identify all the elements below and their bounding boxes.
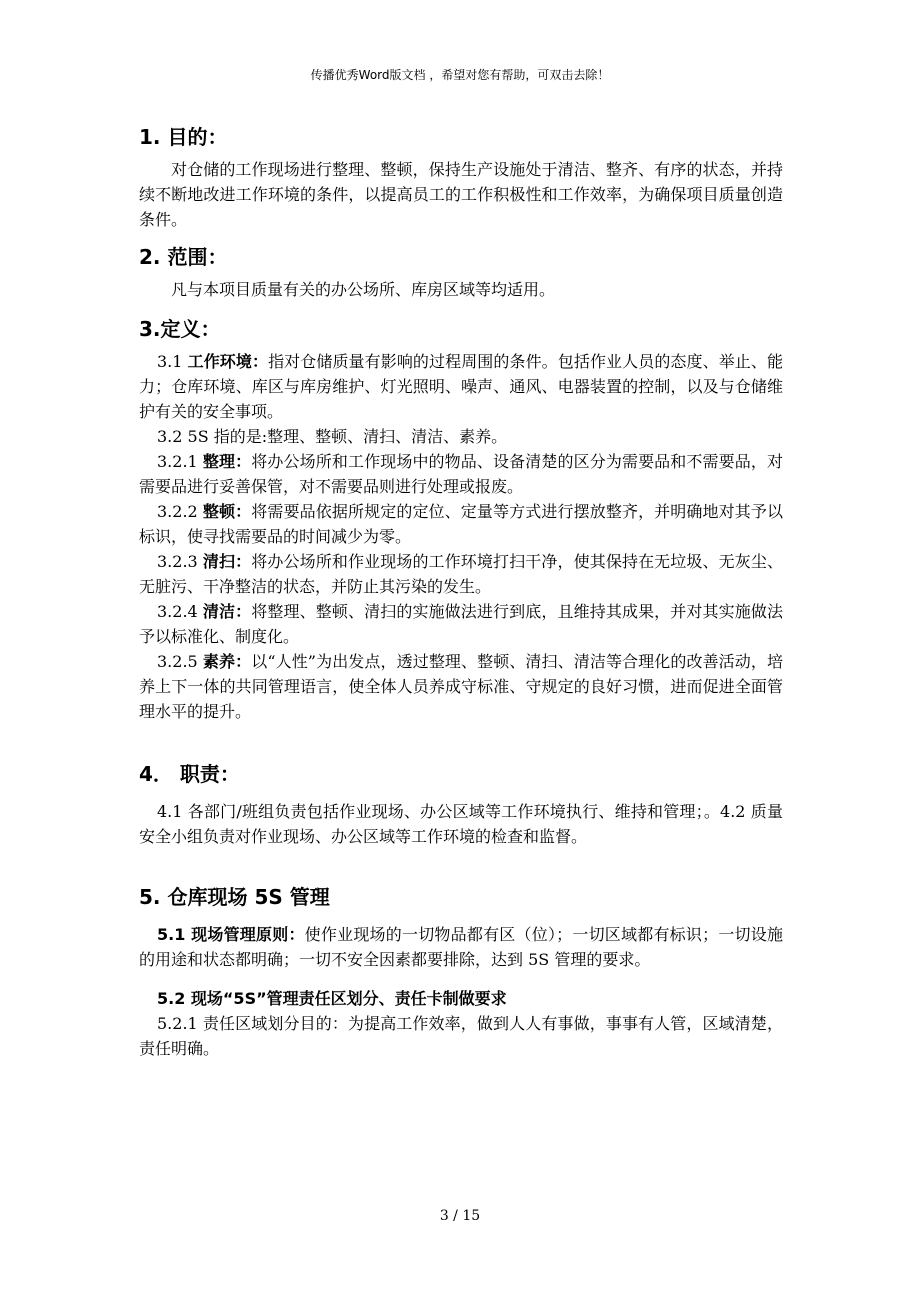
definition-3-1 (139, 349, 783, 424)
definition-number: 3.2.5 (157, 652, 203, 671)
section-4-title: 4． 职责： (139, 762, 240, 786)
document-body (139, 117, 783, 1061)
definition-3-2-1 (139, 449, 783, 499)
definition-term: 工作环境： (187, 352, 269, 371)
definition-number: 3.1 (157, 352, 188, 371)
principle-5-1 (139, 922, 783, 972)
definition-3-2: 3.2 5S 指的是:整理、整顿、清扫、清洁、素养。 (157, 427, 508, 446)
definition-term: 清洁： (202, 602, 252, 621)
section-4-body: 4.1 各部门/班组负责包括作业现场、办公区域等工作环境执行、维持和管理；。4.2 质量安全小组负责对作业现场、办公区域等工作环境的检查和监督。 (139, 802, 783, 846)
definition-text: 以“人性”为出发点，透过整理、整顿、清扫、清洁等合理化的改善活动，培养上下一体的共同管理语言，使全体人员养成守标准、守规定的良好习惯，进而促进全面管理水平的提升。 (139, 652, 783, 721)
section-2-title: 2. 范围： (139, 245, 228, 269)
definition-text: 将办公场所和工作现场中的物品、设备清楚的区分为需要品和不需要品，对需要品进行妥善保管，对不需要品则进行处理或报废。 (139, 452, 783, 496)
section-1-title: 1. 目的： (139, 125, 228, 149)
heading-5-2-text: 5.2 现场“5S”管理责任区划分、责任卡制做要求 (157, 989, 507, 1008)
definition-text: 将需要品依据所规定的定位、定量等方式进行摆放整齐，并明确地对其予以标识，使寻找需要品的时间减少为零。 (139, 502, 783, 546)
definition-term: 清扫： (202, 552, 252, 571)
definition-term: 整理： (202, 452, 252, 471)
section-3-title: 3.定义： (139, 317, 221, 341)
definition-number: 3.2.3 (157, 552, 203, 571)
page-number: 3 / 15 (439, 1208, 481, 1224)
definition-term: 素养： (202, 652, 252, 671)
definition-3-2-5 (139, 649, 783, 724)
principle-text: 使作业现场的一切物品都有区（位）；一切区域都有标识；一切设施的用途和状态都明确；一切不安全因素都要排除，达到 5S 管理的要求。 (139, 925, 783, 969)
section-5-title: 5. 仓库现场 5S 管理 (139, 885, 330, 909)
definition-text: 将整理、整顿、清扫的实施做法进行到底，且维持其成果，并对其实施做法予以标准化、制度化。 (139, 602, 783, 646)
definition-text: 将办公场所和作业现场的工作环境打扫干净，使其保持在无垃圾、无灰尘、无脏污、干净整洁的状态，并防止其污染的发生。 (139, 552, 783, 596)
definition-term: 整顿： (202, 502, 252, 521)
definition-number: 3.2.4 (157, 602, 203, 621)
section-2-body: 凡与本项目质量有关的办公场所、库房区域等均适用。 (171, 280, 556, 299)
definition-number: 3.2.1 (157, 452, 203, 471)
paragraph-5-2-1: 5.2.1 责任区域划分目的：为提高工作效率，做到人人有事做，事事有人管，区域清楚，责任明确。 (139, 1014, 783, 1058)
heading-5-2 (139, 986, 783, 1011)
definition-3-2-3 (139, 549, 783, 599)
section-1-body: 对仓储的工作现场进行整理、整顿，保持生产设施处于清洁、整齐、有序的状态，并持续不断地改进工作环境的条件，以提高员工的工作积极性和工作效率，为确保项目质量创造条件。 (139, 160, 783, 229)
definition-number: 3.2.2 (157, 502, 203, 521)
definition-3-2-4 (139, 599, 783, 649)
page-header: 传播优秀Word版文档 ，希望对您有帮助，可双击去除！ (310, 68, 610, 82)
definition-3-2-2 (139, 499, 783, 549)
definition-text: 指对仓储质量有影响的过程周围的条件。包括作业人员的态度、举止、能力；仓库环境、库区与库房维护、灯光照明、噪声、通风、电器装置的控制，以及与仓储维护有关的安全事项。 (139, 352, 783, 421)
principle-term: 5.1 现场管理原则： (157, 925, 305, 944)
